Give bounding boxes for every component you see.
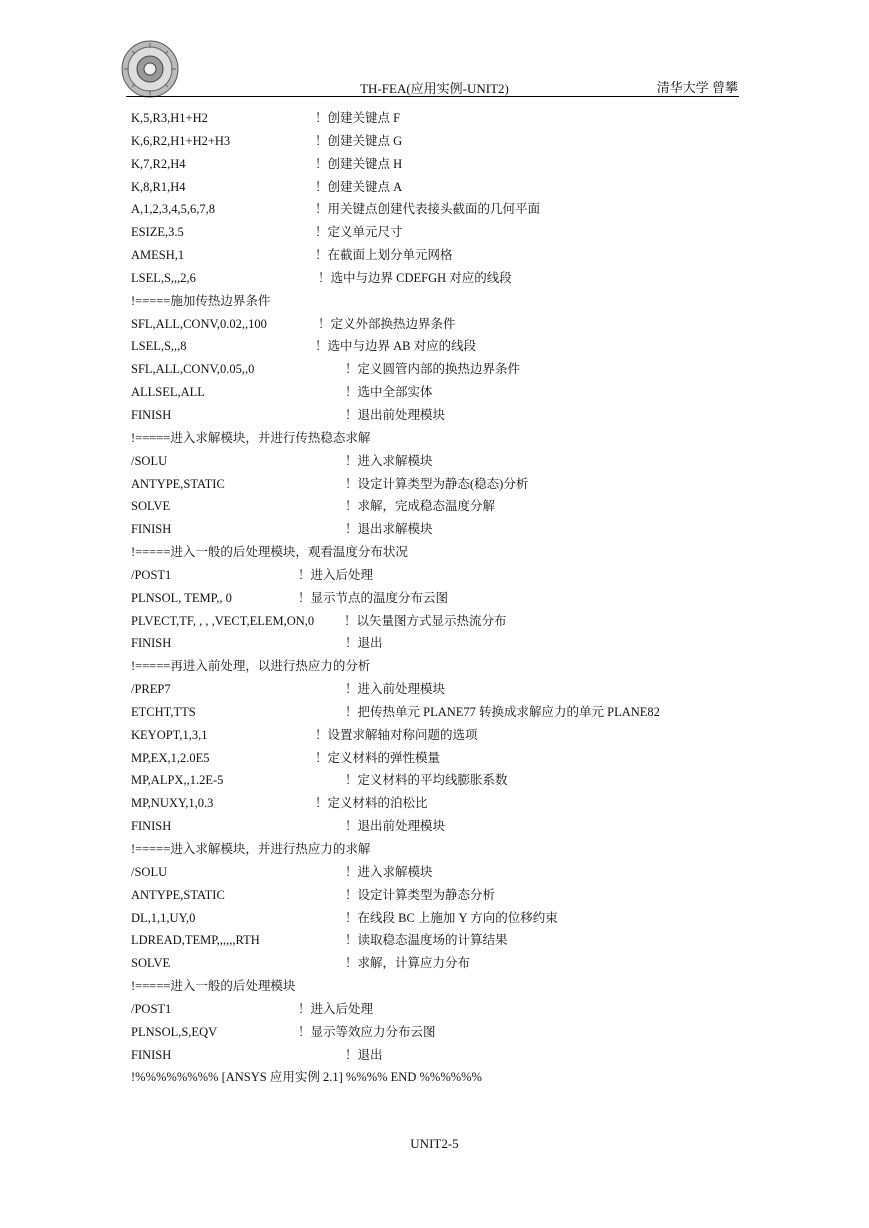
code-text: ETCHT,TTS — [131, 704, 196, 719]
code-line — [131, 792, 751, 815]
code-text: PLVECT,TF, , , ,VECT,ELEM,ON,0 — [131, 613, 315, 628]
code-line — [131, 952, 751, 975]
code-text: /PREP7 — [131, 682, 171, 697]
code-line — [131, 587, 751, 610]
code-comment: ！退出前处理模块 — [345, 407, 446, 422]
code-text: !=====进入一般的后处理模块，观看温度分布状况 — [131, 545, 408, 560]
code-comment: ！读取稳态温度场的计算结果 — [345, 933, 508, 948]
code-text: KEYOPT,1,3,1 — [131, 727, 208, 742]
code-comment: ！选中全部实体 — [345, 385, 433, 400]
code-line — [131, 884, 751, 907]
code-text: K,6,R2,H1+H2+H3 — [131, 133, 231, 148]
code-comment: ！显示等效应力分布云图 — [298, 1024, 436, 1039]
code-text: FINISH — [131, 522, 172, 537]
code-comment: ！设定计算类型为静态分析 — [345, 887, 496, 902]
code-comment: ！进入求解模块 — [345, 453, 433, 468]
code-text: !=====进入一般的后处理模块 — [131, 979, 296, 994]
code-text: /SOLU — [131, 453, 168, 468]
code-text: FINISH — [131, 636, 172, 651]
code-text: /SOLU — [131, 864, 168, 879]
code-line — [131, 495, 751, 518]
code-line — [131, 769, 751, 792]
code-text: !=====进入求解模块，并进行热应力的求解 — [131, 842, 371, 856]
code-comment: ！显示节点的温度分布云图 — [298, 590, 449, 605]
code-comment: ！在截面上划分单元网格 — [315, 248, 453, 263]
header-title: TH-FEA(应用实例-UNIT2) — [360, 81, 509, 96]
code-line — [131, 678, 751, 701]
section-comment-line — [131, 655, 751, 678]
code-text: !=====施加传热边界条件 — [131, 293, 271, 308]
code-line — [131, 107, 751, 130]
header-divider — [126, 96, 739, 97]
code-comment: ！创建关键点 F — [315, 111, 401, 125]
code-text: SOLVE — [131, 956, 171, 971]
code-comment: ！进入后处理 — [298, 567, 374, 582]
code-line — [131, 701, 751, 724]
code-text: /POST1 — [131, 567, 172, 582]
code-line — [131, 404, 751, 427]
code-comment: ！进入后处理 — [298, 1001, 374, 1016]
code-comment: ！把传热单元 PLANE77 转换成求解应力的单元 PLANE82 — [345, 704, 660, 719]
code-line — [131, 153, 751, 176]
code-text: K,8,R1,H4 — [131, 179, 186, 194]
section-comment-line — [131, 541, 751, 564]
code-line — [131, 221, 751, 244]
code-text: ALLSEL,ALL — [131, 385, 205, 400]
code-comment: ！求解，计算应力分布 — [345, 956, 471, 971]
code-comment: ！进入求解模块 — [345, 864, 433, 879]
code-text: FINISH — [131, 407, 172, 422]
code-comment: ！定义材料的泊松比 — [315, 796, 428, 811]
code-comment: ！用关键点创建代表接头截面的几何平面 — [315, 202, 541, 217]
code-line — [131, 632, 751, 655]
page-number: UNIT2-5 — [410, 1136, 459, 1151]
code-text: PLNSOL,S,EQV — [131, 1024, 218, 1039]
code-line — [131, 130, 751, 153]
code-text: !%%%%%%%% [ANSYS 应用实例 2.1] %%%% END %%%%%% — [131, 1070, 482, 1085]
code-text: A,1,2,3,4,5,6,7,8 — [131, 202, 216, 217]
code-comment: ！定义材料的平均线膨胀系数 — [345, 773, 508, 788]
code-comment: ！退出前处理模块 — [345, 819, 446, 834]
code-text: SFL,ALL,CONV,0.05,,0 — [131, 362, 255, 377]
code-listing — [131, 107, 751, 1089]
code-comment: ！进入前处理模块 — [345, 682, 446, 697]
code-text: FINISH — [131, 1047, 172, 1062]
code-line — [131, 861, 751, 884]
code-line — [131, 267, 751, 290]
code-comment: ！选中与边界 AB 对应的线段 — [315, 339, 477, 354]
code-comment: ！定义材料的弹性模量 — [315, 750, 441, 765]
code-text: MP,ALPX,,1.2E-5 — [131, 773, 224, 788]
code-line — [131, 518, 751, 541]
code-line — [131, 998, 751, 1021]
code-comment: ！退出求解模块 — [345, 522, 433, 537]
code-comment: ！创建关键点 A — [315, 179, 403, 194]
code-line — [131, 724, 751, 747]
code-comment: ！设定计算类型为静态(稳态)分析 — [345, 476, 529, 491]
code-line — [131, 313, 751, 336]
code-text: ANTYPE,STATIC — [131, 887, 225, 902]
code-text: /POST1 — [131, 1001, 172, 1016]
code-text: !=====进入求解模块，并进行传热稳态求解 — [131, 430, 371, 445]
section-comment-line — [131, 975, 751, 998]
code-comment: ！选中与边界 CDEFGH 对应的线段 — [318, 270, 512, 285]
code-comment: ！退出 — [345, 636, 383, 651]
code-comment: ！在线段 BC 上施加 Y 方向的位移约束 — [345, 910, 558, 925]
code-text: LSEL,S,,,2,6 — [131, 270, 196, 285]
code-line — [131, 198, 751, 221]
code-line — [131, 747, 751, 770]
code-line — [131, 564, 751, 587]
code-text: PLNSOL, TEMP,, 0 — [131, 590, 232, 605]
code-text: AMESH,1 — [131, 248, 185, 263]
code-line — [131, 1021, 751, 1044]
code-text: LDREAD,TEMP,,,,,,RTH — [131, 933, 260, 948]
code-comment: ！设置求解轴对称问题的选项 — [315, 727, 478, 742]
code-line — [131, 176, 751, 199]
code-text: ANTYPE,STATIC — [131, 476, 225, 491]
code-text: K,5,R3,H1+H2 — [131, 111, 208, 125]
code-line — [131, 473, 751, 496]
code-line — [131, 244, 751, 267]
code-text: LSEL,S,,,8 — [131, 339, 187, 354]
section-comment-line — [131, 427, 751, 450]
code-line — [131, 450, 751, 473]
code-comment: ！创建关键点 H — [315, 156, 403, 171]
code-line — [131, 815, 751, 838]
code-text: DL,1,1,UY,0 — [131, 910, 196, 925]
code-line — [131, 1044, 751, 1067]
header-author: 清华大学 曾攀 — [656, 80, 738, 95]
code-line — [131, 381, 751, 404]
code-text: SFL,ALL,CONV,0.02,,100 — [131, 316, 267, 331]
code-text: MP,EX,1,2.0E5 — [131, 750, 210, 765]
code-line — [131, 610, 751, 633]
code-text: MP,NUXY,1,0.3 — [131, 796, 214, 811]
code-line — [131, 929, 751, 952]
code-comment: ！退出 — [345, 1047, 383, 1062]
code-comment: ！求解，完成稳态温度分解 — [345, 499, 496, 514]
code-text: !=====再进入前处理，以进行热应力的分析 — [131, 659, 371, 674]
code-comment: ！定义外部换热边界条件 — [318, 316, 456, 331]
code-text: K,7,R2,H4 — [131, 156, 186, 171]
code-text: SOLVE — [131, 499, 171, 514]
code-line — [131, 358, 751, 381]
code-comment: ！创建关键点 G — [315, 133, 403, 148]
section-comment-line — [131, 838, 751, 861]
code-comment: ！定义圆管内部的换热边界条件 — [345, 362, 521, 377]
code-comment: ！定义单元尺寸 — [315, 225, 403, 240]
code-line — [131, 335, 751, 358]
code-line — [131, 907, 751, 930]
section-comment-line — [131, 1066, 751, 1089]
code-text: ESIZE,3.5 — [131, 225, 184, 240]
code-text: FINISH — [131, 819, 172, 834]
code-comment: ！以矢量图方式显示热流分布 — [344, 613, 507, 628]
section-comment-line — [131, 290, 751, 313]
